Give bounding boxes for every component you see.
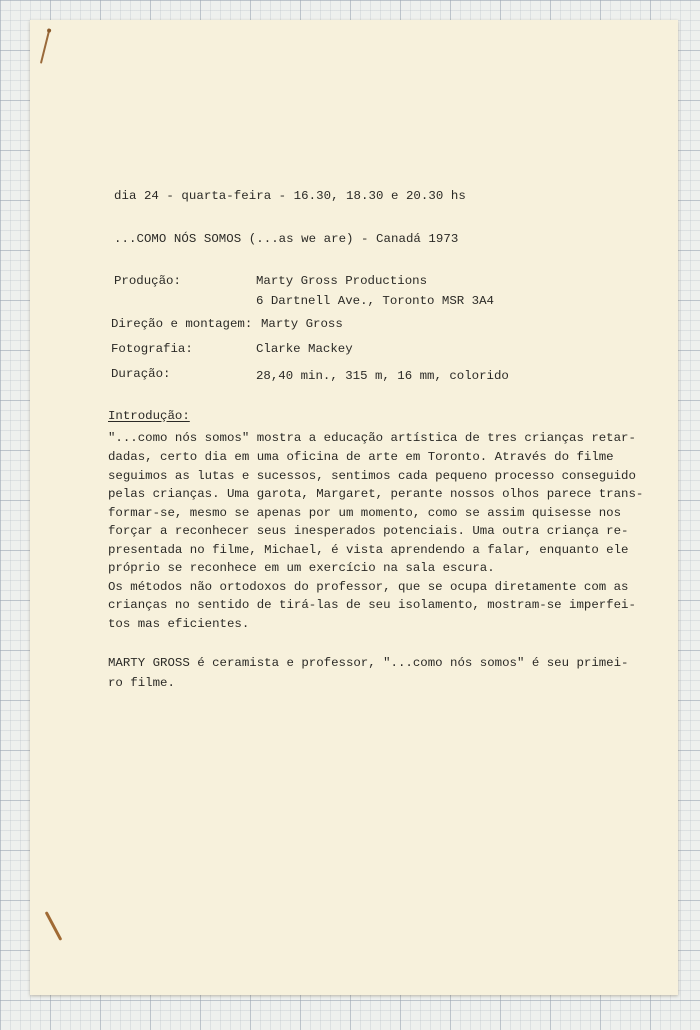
film-title-line: ...COMO NÓS SOMOS (...as we are) - Canadá 1973 [114,232,459,246]
screening-date-line: dia 24 - quarta-feira - 16.30, 18.30 e 20.30 hs [114,189,466,203]
introduction-heading: Introdução: [108,409,190,423]
intro-line: dadas, certo dia em uma oficina de arte em Toronto. Através do filme [108,450,614,464]
intro-line: seguimos as lutas e sucessos, sentimos cada pequeno processo conseguido [108,469,636,483]
credit-value-production: Marty Gross Productions [256,274,428,288]
intro-line: forçar a reconhecer seus inesperados potenciais. Uma outra criança re- [108,524,629,538]
bio-line: MARTY GROSS é ceramista e professor, "...como nós somos" é seu primei- [108,656,629,670]
credit-value-duration: 28,40 min., 315 m, 16 mm, colorido [256,369,509,383]
intro-line: crianças no sentido de tirá-las de seu isolamento, mostram-se imperfei- [108,598,636,612]
intro-line: presentada no filme, Michael, é vista aprendendo a falar, enquanto ele [108,543,629,557]
intro-line: tos mas eficientes. [108,617,250,631]
credit-label-direction: Direção e montagem: [111,317,253,331]
credit-label-photography: Fotografia: [111,342,193,356]
intro-line: próprio se reconhece em um exercício na sala escura. [108,561,495,575]
credit-label-duration: Duração: [111,367,171,381]
bio-line: ro filme. [108,676,175,690]
intro-line: formar-se, mesmo se apenas por um momento, como se assim quisesse nos [108,506,622,520]
intro-line: pelas crianças. Uma garota, Margaret, perante nossos olhos parece trans- [108,487,644,501]
credit-label-production: Produção: [114,274,181,288]
intro-line: "...como nós somos" mostra a educação artística de tres crianças retar- [108,431,636,445]
credit-value-address: 6 Dartnell Ave., Toronto MSR 3A4 [256,294,494,308]
credit-value-direction: Marty Gross [261,317,343,331]
intro-line: Os métodos não ortodoxos do professor, que se ocupa diretamente com as [108,580,629,594]
credit-value-photography: Clarke Mackey [256,342,353,356]
